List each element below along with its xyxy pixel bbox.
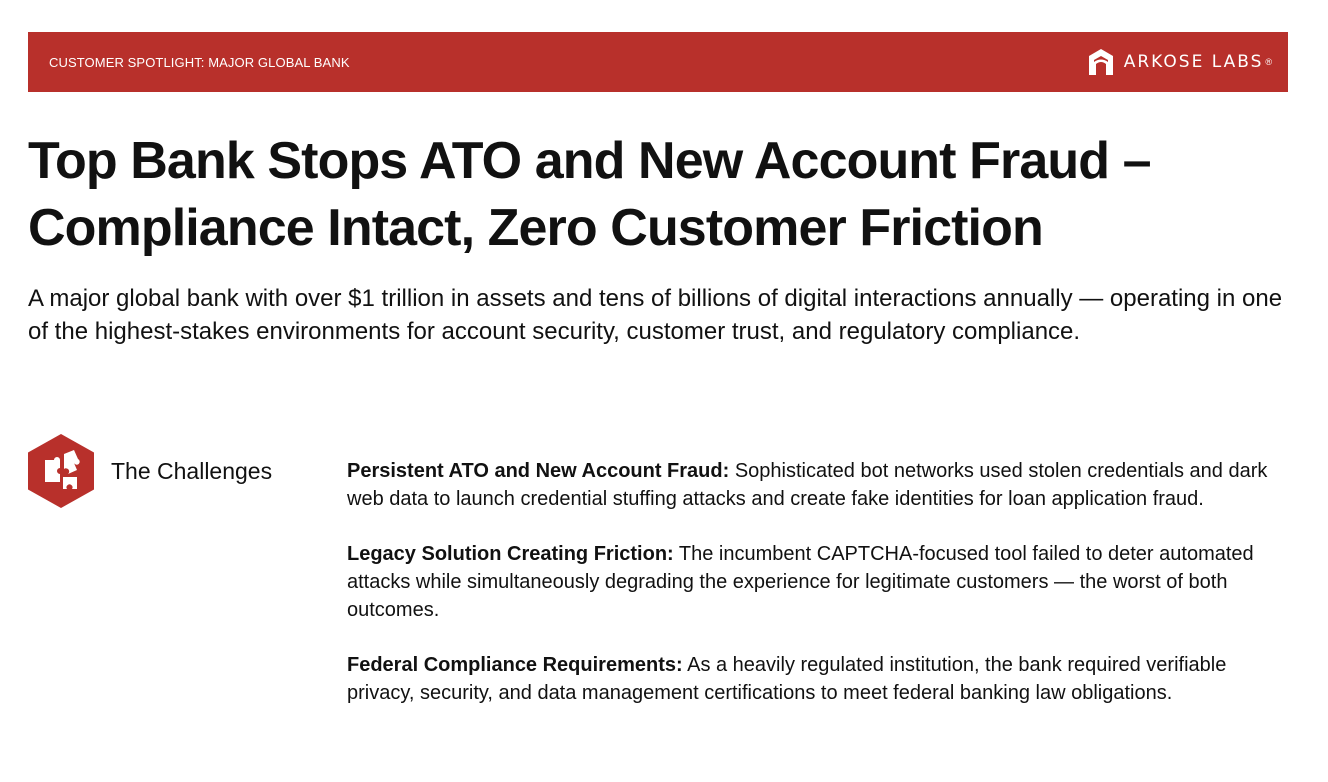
brand-logo xyxy=(1086,47,1272,77)
brand-registered-mark: ® xyxy=(1265,57,1272,67)
banner-text: CUSTOMER SPOTLIGHT: MAJOR GLOBAL BANK xyxy=(49,54,350,70)
challenge-heading: Persistent ATO and New Account Fraud: xyxy=(347,460,730,482)
challenges-section-icon xyxy=(28,434,94,508)
challenge-heading: Legacy Solution Creating Friction: xyxy=(347,543,674,565)
brand-name: ARKOSE LABS xyxy=(1123,52,1264,72)
arkose-logo-icon xyxy=(1086,47,1116,77)
puzzle-icon xyxy=(28,434,94,508)
challenge-item xyxy=(347,457,1292,513)
challenge-item xyxy=(347,540,1292,624)
challenge-text: The incumbent CAPTCHA-focused tool failed to deter automated attacks while simultaneously degrading the experience for legitimate customers — the worst of both outcomes. xyxy=(347,543,1254,621)
challenges-section-title: The Challenges xyxy=(111,458,273,484)
challenges-list xyxy=(347,457,1292,734)
challenge-heading: Federal Compliance Requirements: xyxy=(347,654,683,676)
page-title: Top Bank Stops ATO and New Account Fraud – Compliance Intact, Zero Customer Friction xyxy=(28,132,1151,257)
header-banner xyxy=(28,32,1288,92)
challenge-item xyxy=(347,651,1292,707)
page-subtitle: A major global bank with over $1 trillion in assets and tens of billions of digital interactions annually — operating in one of the highest-stakes environments for account security, customer trust, and regulatory compliance. xyxy=(28,285,1283,345)
challenge-text: Sophisticated bot networks used stolen credentials and dark web data to launch credential stuffing attacks and create fake identities for loan application fraud. xyxy=(347,460,1268,510)
challenge-text: As a heavily regulated institution, the bank required verifiable privacy, security, and data management certifications to meet federal banking law obligations. xyxy=(347,654,1227,704)
